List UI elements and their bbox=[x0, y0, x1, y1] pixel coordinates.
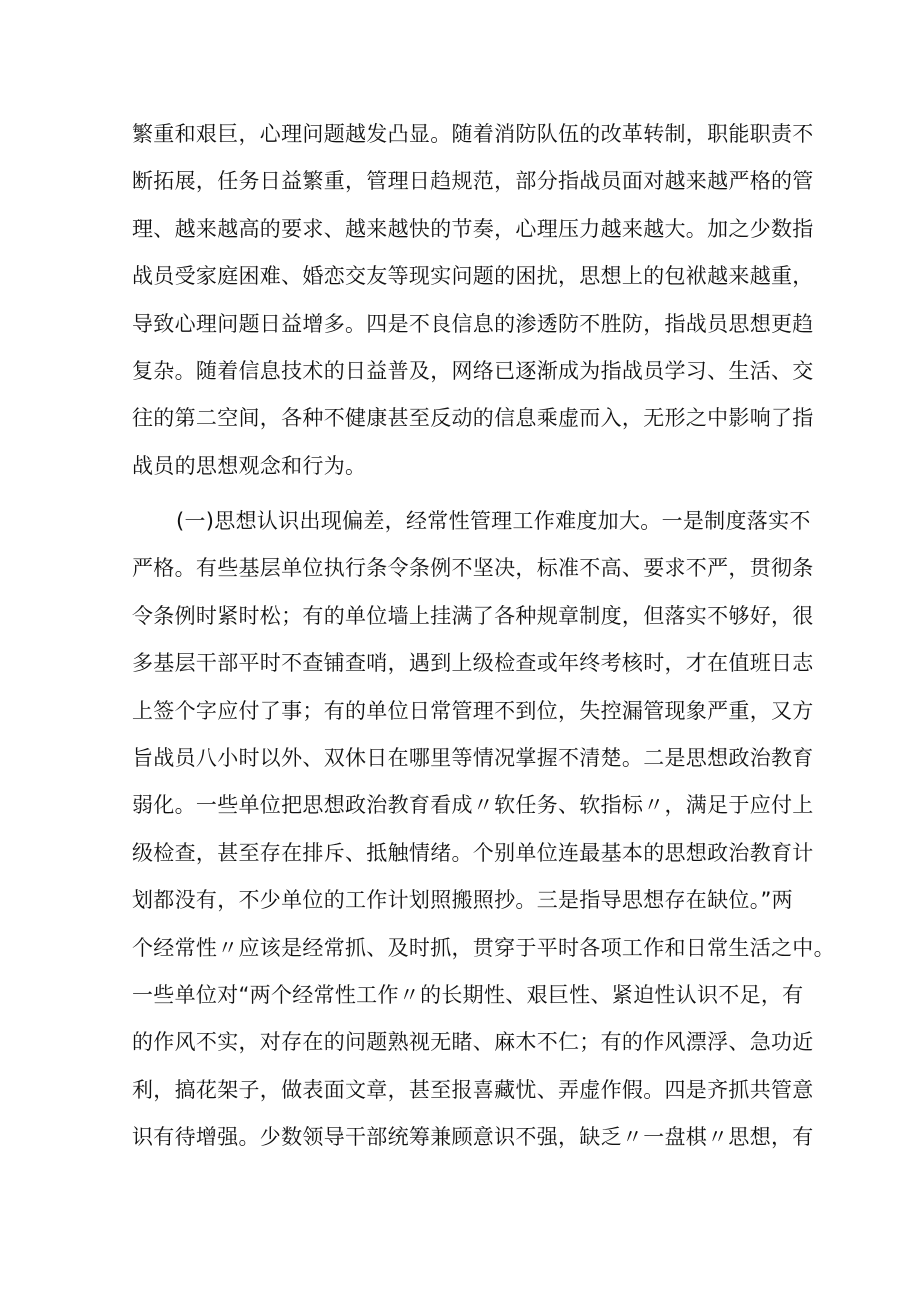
paragraph-line-indented: (一)思想认识出现偏差，经常性管理工作难度加大。一是制度落实不 bbox=[176, 509, 811, 533]
paragraph-line: 个经常性〃应该是经常抓、及时抓，贯穿于平时各项工作和日常生活之中。 bbox=[132, 935, 835, 960]
paragraph-line: 复杂。随着信息技术的日益普及，网络已逐渐成为指战员学习、生活、交 bbox=[132, 358, 814, 383]
paragraph-line: 往的第二空间，各种不健康甚至反动的信息乘虚而入，无形之中影响了指 bbox=[132, 406, 814, 431]
paragraph-line: 导致心理问题日益增多。四是不良信息的渗透防不胜防，指战员思想更趋 bbox=[132, 311, 814, 336]
paragraph-line: 上签个字应付了事；有的单位日常管理不到位，失控漏管现象严重，又方 bbox=[132, 698, 814, 723]
paragraph-line: 弱化。一些单位把思想政治教育看成〃软任务、软指标〃，满足于应付上 bbox=[132, 793, 814, 818]
paragraph-line: 繁重和艰巨，心理问题越发凸显。随着消防队伍的改革转制，职能职责不 bbox=[132, 122, 814, 146]
paragraph-1 bbox=[132, 111, 814, 490]
paragraph-line: 利，搞花架子，做表面文章，甚至报喜藏忧、弄虚作假。四是齐抓共管意 bbox=[132, 1077, 814, 1102]
paragraph-line: 理、越来越高的要求、越来越快的节奏，心理压力越来越大。加之少数指 bbox=[132, 216, 814, 241]
paragraph-2 bbox=[132, 498, 835, 1161]
paragraph-line: 令条例时紧时松；有的单位墙上挂满了各种规章制度，但落实不够好，很 bbox=[132, 603, 814, 628]
paragraph-line: 识有待增强。少数领导干部统筹兼顾意识不强，缺乏〃一盘棋〃思想，有 bbox=[132, 1125, 814, 1150]
paragraph-line: 旨战员八小时以外、双休日在哪里等情况掌握不清楚。二是思想政治教育 bbox=[132, 745, 814, 770]
paragraph-line: 一些单位对“两个经常性工作〃的长期性、艰巨性、紧迫性认识不足，有 bbox=[132, 982, 804, 1007]
paragraph-line: 战员受家庭困难、婚恋交友等现实问题的困扰，思想上的包袱越来越重， bbox=[132, 264, 814, 289]
paragraph-line: 划都没有，不少单位的工作计划照搬照抄。三是指导思想存在缺位。”两 bbox=[132, 888, 793, 913]
paragraph-line: 断拓展，任务日益繁重，管理日趋规范，部分指战员面对越来越严格的管 bbox=[132, 169, 814, 194]
paragraph-line: 的作风不实，对存在的问题熟视无睹、麻木不仁；有的作风漂浮、急功近 bbox=[132, 1030, 814, 1055]
paragraph-line: 战员的思想观念和行为。 bbox=[132, 453, 367, 478]
paragraph-line: 严格。有些基层单位执行条令条例不坚决，标准不高、要求不严，贯彻条 bbox=[132, 556, 814, 581]
paragraph-line: 级检查，甚至存在排斥、抵触情绪。个别单位连最基本的思想政治教育计 bbox=[132, 840, 814, 865]
paragraph-line: 多基层干部平时不查铺查哨，遇到上级检查或年终考核时，才在值班日志 bbox=[132, 651, 814, 676]
